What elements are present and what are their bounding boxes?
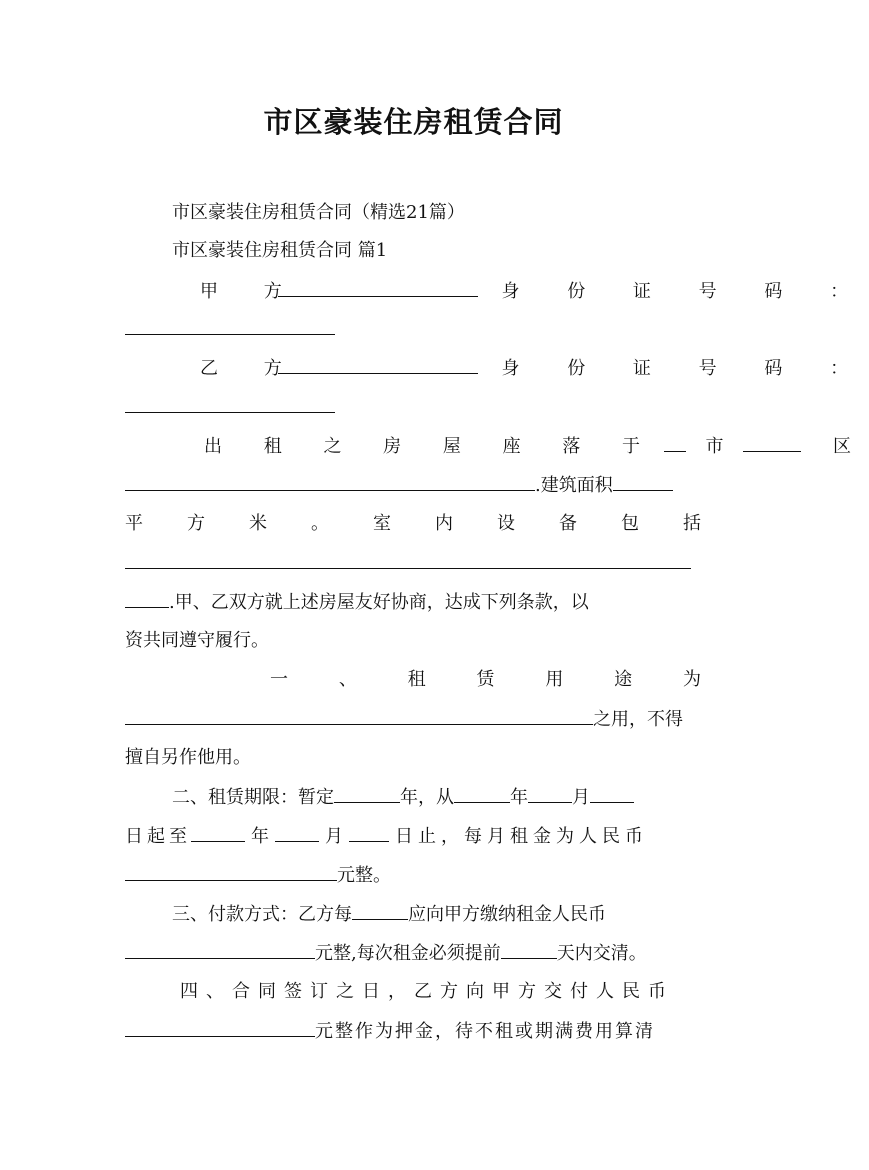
location-text: 出 租 之 房 屋 座 落 于	[204, 436, 659, 457]
unit-char: 括	[683, 513, 701, 534]
party-a-id-line	[125, 316, 701, 343]
area-label: .建筑面积	[535, 475, 613, 496]
advance-days-blank[interactable]	[501, 940, 557, 959]
unit-char: 设	[497, 513, 515, 534]
use-blank[interactable]	[125, 706, 593, 725]
unit-char: 米	[249, 513, 267, 534]
agreement-text: .甲、乙双方就上述房屋友好协商，达成下列条款，以	[169, 592, 589, 613]
unit-char: 室	[373, 513, 391, 534]
clause-4-deposit: 元整作为押金，待不租或期满费用算清	[315, 1021, 655, 1042]
location-blank-city[interactable]	[664, 433, 686, 452]
clause-3-advance: 元整,每次租金必须提前	[315, 943, 501, 964]
start-year-blank[interactable]	[454, 784, 510, 803]
agreement-end: 资共同遵守履行。	[125, 630, 269, 651]
agreement-line	[125, 589, 701, 616]
location-line	[204, 433, 851, 460]
party-a-line	[200, 278, 869, 305]
party-b-line	[200, 355, 869, 382]
location-blank-district[interactable]	[743, 433, 801, 452]
payment-period-blank[interactable]	[352, 901, 408, 920]
clause-2-month: 月	[572, 787, 590, 808]
unit-char: 备	[559, 513, 577, 534]
party-a-name-blank[interactable]	[278, 278, 478, 297]
equipment-blank[interactable]	[125, 550, 691, 569]
deposit-blank[interactable]	[125, 1018, 315, 1037]
clause-4-line-2	[125, 1018, 701, 1045]
clause-1-char: 、	[338, 669, 357, 690]
clause-2-end-month: 月	[325, 826, 343, 847]
clause-2-end-year: 年	[251, 826, 269, 847]
clause-2-line-2	[125, 823, 701, 850]
monthly-rent-blank[interactable]	[125, 862, 337, 881]
clause-2-rent: 日止，每月租金为人民币	[395, 826, 648, 847]
clause-2-line	[172, 784, 701, 811]
end-day-blank[interactable]	[349, 823, 389, 842]
location-district: 区	[833, 436, 851, 457]
clause-3-end: 天内交清。	[556, 943, 647, 964]
clause-1-char: 用	[545, 669, 564, 690]
start-month-blank[interactable]	[528, 784, 572, 803]
unit-char: 包	[621, 513, 639, 534]
clause-1-char: 为	[682, 669, 701, 690]
unit-char: 。	[311, 513, 329, 534]
clause-3-rent: 应向甲方缴纳租金人民币	[408, 904, 606, 925]
clause-2-from: 年，从	[400, 787, 454, 808]
party-a-label: 甲 方	[200, 281, 302, 302]
area-blank[interactable]	[613, 472, 673, 491]
clause-1-char: 租	[407, 669, 426, 690]
clause-3-line-2	[125, 940, 701, 967]
party-a-id-label: 身 份 证 号 码 ：	[501, 281, 869, 302]
clause-1-char: 途	[614, 669, 633, 690]
clause-3-label: 三、付款方式：乙方每	[172, 904, 352, 925]
location-city: 市	[705, 436, 724, 457]
unit-char: 方	[187, 513, 205, 534]
party-b-label: 乙 方	[200, 358, 302, 379]
clause-1-char: 赁	[476, 669, 495, 690]
term-years-blank[interactable]	[334, 784, 400, 803]
clause-1-char: 一	[270, 669, 288, 690]
document-title: 市区豪装住房租赁合同	[263, 105, 564, 139]
equipment-blank-2[interactable]	[125, 589, 169, 608]
clause-1-end: 擅自另作他用。	[125, 747, 251, 768]
equipment-line	[125, 550, 701, 577]
clause-2-label: 二、租赁期限：暂定	[172, 787, 334, 808]
party-b-id-line	[125, 394, 701, 421]
units-line	[125, 511, 701, 537]
clause-2-year: 年	[510, 787, 528, 808]
clause-2-start: 日起至	[125, 826, 191, 847]
address-blank[interactable]	[125, 472, 535, 491]
unit-char: 平	[125, 513, 143, 534]
party-b-name-blank[interactable]	[278, 355, 478, 374]
document-subtitle: 市区豪装住房租赁合同（精选21篇）	[172, 202, 465, 223]
clause-3-line	[172, 901, 701, 928]
party-b-id-label: 身 份 证 号 码 ：	[501, 358, 869, 379]
party-b-id-blank[interactable]	[125, 394, 335, 413]
end-year-blank[interactable]	[191, 823, 245, 842]
clause-2-end: 元整。	[337, 865, 391, 886]
clause-1-tail: 之用，不得	[593, 709, 683, 730]
section-heading: 市区豪装住房租赁合同 篇1	[172, 240, 388, 261]
clause-1-use-line	[125, 706, 701, 733]
end-month-blank[interactable]	[275, 823, 319, 842]
area-line	[125, 472, 701, 499]
start-day-blank[interactable]	[590, 784, 634, 803]
party-a-id-blank[interactable]	[125, 316, 335, 335]
clause-2-line-3	[125, 862, 701, 889]
unit-char: 内	[435, 513, 453, 534]
clause-1-line	[270, 667, 701, 693]
payment-amount-blank[interactable]	[125, 940, 315, 959]
clause-4-line: 四、合同签订之日，乙方向甲方交付人民币	[180, 981, 674, 1002]
